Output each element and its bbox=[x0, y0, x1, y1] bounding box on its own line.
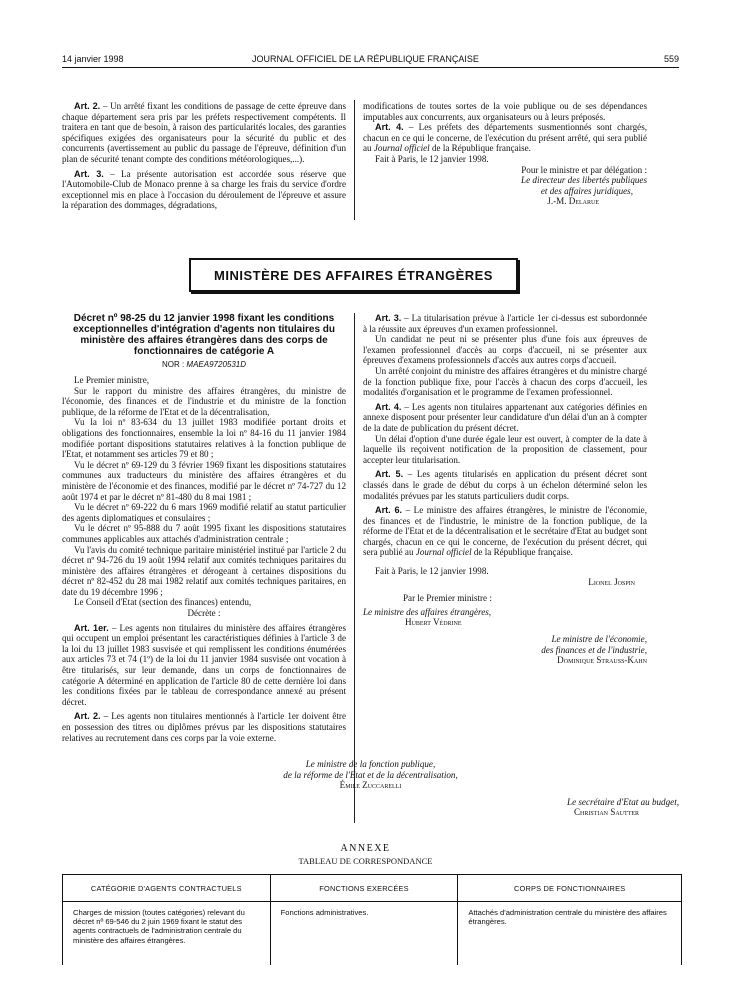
table-cell-fonctions: Fonctions administratives. bbox=[270, 902, 458, 965]
prev-done-at: Fait à Paris, le 12 janvier 1998. bbox=[375, 153, 489, 164]
decree-art4-p2: Un délai d'option d'une durée égale leur est ouvert, à compter de la date à laquelle ils reçoivent notification de la proposition de classement, pour accepter leur titularisation. bbox=[363, 433, 647, 465]
table-header-categorie: CATÉGORIE D'AGENTS CONTRACTUELS bbox=[63, 875, 271, 902]
decree-rapport: Sur le rapport du ministre des affaires étrangères, du ministre de l'économie, des finances et de l'industrie et du ministre de la fonction publique, de la réforme de l'Etat et de la décentralisation, bbox=[62, 385, 346, 417]
sig-3-title-2: de la réforme de l'Etat et de la décentralisation, bbox=[283, 769, 458, 780]
table-header-fonctions: FONCTIONS EXERCÉES bbox=[270, 875, 458, 902]
sig-2-name: Dominique Strauss-Kahn bbox=[557, 655, 647, 666]
sig-2-title-1: Le ministre de l'économie, bbox=[551, 634, 647, 645]
prev-sig-title-2: et des affaires juridiques, bbox=[540, 185, 633, 196]
prev-art4: Art. 4. – Les préfets des départements susmentionnés sont chargés, chacun en ce qui le concerne, de l'exécution du présent arrêté, qui sera publié au Journal officiel de la République française. bbox=[363, 122, 647, 154]
decree-right-column bbox=[363, 313, 647, 666]
sig-2-title-2: des finances et de l'industrie, bbox=[541, 644, 647, 655]
decree-decrete: Décrète : bbox=[187, 608, 221, 619]
decree-art3-p3: Un arrêté conjoint du ministre des affaires étrangères et du ministre chargé de la fonction publique fixe, pour l'accès à chacun des corps d'accueil, les modalités d'organisation et le programme de l'examen professionnel. bbox=[363, 365, 647, 398]
decree-title: Décret nº 98-25 du 12 janvier 1998 fixant les conditions exceptionnelles d'intégration d'agents non titulaires du ministère des affaires étrangères dans des corps de fonctionnaires de catégorie A bbox=[72, 313, 335, 357]
decree-art3-p2: Un candidat ne peut ni se présenter plus d'une fois aux épreuves de l'examen professionnel d'accès au corps d'accueil, ni se présenter aux épreuves d'examens professionnels d'accès aux autres corps d'accueil. bbox=[363, 334, 647, 366]
header-rule bbox=[62, 67, 679, 68]
column-rule-main bbox=[354, 313, 355, 823]
decree-signatures-lower bbox=[62, 759, 679, 818]
column-rule-top bbox=[354, 100, 355, 220]
prev-art3: Art. 3. – La présente autorisation est accordée sous réserve que l'Automobile-Club de Monaco prenne à sa charge les frais du service d'ordre exceptionnel mis en place à l'occasion du déroulement de l'épreuve et assure la réparation des dommages, dégradations, bbox=[62, 168, 346, 211]
decree-art1: Art. 1er. – Les agents non titulaires du ministère des affaires étrangères qui occupent un emploi présentant les caractéristiques définies à l'article 3 de la loi du 13 juillet 1983 susvisée et qui remplissent les conditions énumérées aux articles 73 et 74 (1º) de la loi du 11 janvier 1984 susvisée ont vocation à être titularisés, sur leur demande, dans un corps de fonctionnaires de catégorie A déterminé en application de l'article 80 de cette dernière loi dans les conditions fixées par le tableau de correspondance annexé au présent décret. bbox=[62, 622, 346, 707]
decree-nor: NOR : MAEA9720531D bbox=[161, 360, 247, 369]
decree-art3: Art. 3. – La titularisation prévue à l'article 1er ci-dessus est subordonnée à la réussite aux épreuves d'un examen professionnel. bbox=[363, 313, 647, 334]
prev-art2: Art. 2. – Un arrêté fixant les conditions de passage de cette épreuve dans chaque département sera pris par les préfets respectivement compétents. Il traitera en tant que de besoin, à raison des particularités locales, des garanties spécifiques exigées des organisateurs pour la sécurité du public et des concurrents (avertissement au public du passage de l'épreuve, définition d'un plan de sécurité tenant compte des conditions météorologiques,...). bbox=[62, 101, 346, 164]
header-page-number: 559 bbox=[663, 54, 679, 64]
decree-vu-5: Vu l'avis du comité technique paritaire ministériel institué par l'article 2 du décret nº 94-726 du 19 août 1994 relatif aux comités techniques paritaires du ministère des affaires étrangères et dérogeant à certaines dispositions du décret nº 82-452 du 28 mai 1982 relatif aux comités techniques paritaires, en date du 19 décembre 1996 ; bbox=[62, 544, 346, 597]
sig-3-title-1: Le ministre de la fonction publique, bbox=[305, 759, 436, 769]
decree-art5: Art. 5. – Les agents titularisés en application du présent décret sont classés dans le grade de début du corps à un échelon déterminé selon les modalités prévues par les statuts particuliers dudit corps. bbox=[363, 469, 647, 501]
decree-art2: Art. 2. – Les agents non titulaires mentionnés à l'article 1er doivent être en possession des titres ou diplômes prévus par les dispositions statutaires relatives au recrutement dans ces corps par la voie externe. bbox=[62, 711, 346, 743]
header-journal-title: JOURNAL OFFICIEL DE LA RÉPUBLIQUE FRANÇAISE bbox=[252, 54, 479, 64]
decree-vu-4: Vu le décret nº 95-888 du 7 août 1995 fixant les dispositions statutaires communes applicables aux attachés d'administration centrale ; bbox=[62, 523, 346, 544]
prev-decree-right-column bbox=[363, 101, 647, 207]
prev-sig-name: J.-M. Delarue bbox=[547, 196, 599, 207]
prev-art3-continued: modifications de toutes sortes de la voie publique ou de ses dépendances imputables aux concurrents, aux organisateurs ou à leurs préposés. bbox=[363, 101, 647, 122]
sig-par-premier-ministre: Par le Premier ministre : bbox=[403, 593, 492, 604]
sig-4-title: Le secrétaire d'Etat au budget, bbox=[567, 796, 679, 807]
decree-art4: Art. 4. – Les agents non titulaires appartenant aux catégories définies en annexe disposent pour présenter leur candidature d'un délai d'un an à compter de la date de publication du présent décret. bbox=[363, 401, 647, 433]
table-header-row bbox=[63, 875, 682, 902]
table-cell-categorie: Charges de mission (toutes catégories) relevant du décret nº 69-546 du 2 juin 1969 fixant le statut des agents contractuels de l'administration centrale du ministère des affaires étrangères. bbox=[63, 902, 271, 965]
decree-premier-ministre: Le Premier ministre, bbox=[74, 375, 150, 385]
decree-vu-3: Vu le décret nº 69-222 du 6 mars 1969 modifié relatif au statut particulier des agents diplomatiques et consulaires ; bbox=[62, 502, 346, 523]
decree-vu-2: Vu le décret nº 69-129 du 3 février 1969 fixant les dispositions statutaires communes aux traducteurs du ministère des affaires étrangères et du ministère de l'économie et des finances, modifié par le décret nº 74-727 du 12 août 1974 et par le décret nº 81-480 du 8 mai 1981 ; bbox=[62, 459, 346, 502]
sig-prime-minister-name: Lionel Jospin bbox=[588, 576, 635, 587]
ministry-banner bbox=[189, 258, 518, 292]
sig-4-name: Christian Sautter bbox=[573, 807, 639, 818]
ministry-title: MINISTÈRE DES AFFAIRES ÉTRANGÈRES bbox=[214, 267, 493, 283]
decree-left-column bbox=[62, 375, 346, 743]
annexe-subtitle: TABLEAU DE CORRESPONDANCE bbox=[298, 856, 433, 866]
sig-1-name: Hubert Védrine bbox=[405, 617, 462, 628]
decree-vu-1: Vu la loi nº 83-634 du 13 juillet 1983 modifiée portant droits et obligations des fonctionnaires, ensemble la loi nº 84-16 du 11 janvier 1984 modifiée portant dispositions statutaires relatives à la fonction publique de l'Etat, et notamment ses articles 79 et 80 ; bbox=[62, 417, 346, 460]
sig-1-title: Le ministre des affaires étrangères, bbox=[363, 606, 492, 617]
table-cell-corps: Attachés d'administration centrale du ministère des affaires étrangères. bbox=[458, 902, 682, 965]
correspondance-table bbox=[62, 874, 682, 965]
decree-conseil-etat: Le Conseil d'Etat (section des finances) entendu, bbox=[74, 597, 252, 608]
table-header-corps: CORPS DE FONCTIONNAIRES bbox=[458, 875, 682, 902]
header-date: 14 janvier 1998 bbox=[62, 54, 124, 64]
prev-sig-delegation: Pour le ministre et par délégation : bbox=[521, 164, 647, 175]
decree-art6: Art. 6. – Le ministre des affaires étrangères, le ministre de l'économie, des finances et de l'industrie, le ministre de la fonction publique, de la réforme de l'Etat et de la décentralisation et le secrétaire d'Etat au budget sont chargés, chacun en ce qui le concerne, de l'exécution du présent décret, qui sera publié au Journal officiel de la République française. bbox=[363, 505, 647, 558]
decree-done-at: Fait à Paris, le 12 janvier 1998. bbox=[375, 566, 489, 577]
prev-sig-title-1: Le directeur des libertés publiques bbox=[521, 175, 647, 186]
sig-3-name: Émile Zuccarelli bbox=[339, 780, 402, 791]
prev-decree-left-column bbox=[62, 101, 346, 211]
annexe-title: ANNEXE bbox=[340, 843, 391, 854]
table-row bbox=[63, 902, 682, 965]
